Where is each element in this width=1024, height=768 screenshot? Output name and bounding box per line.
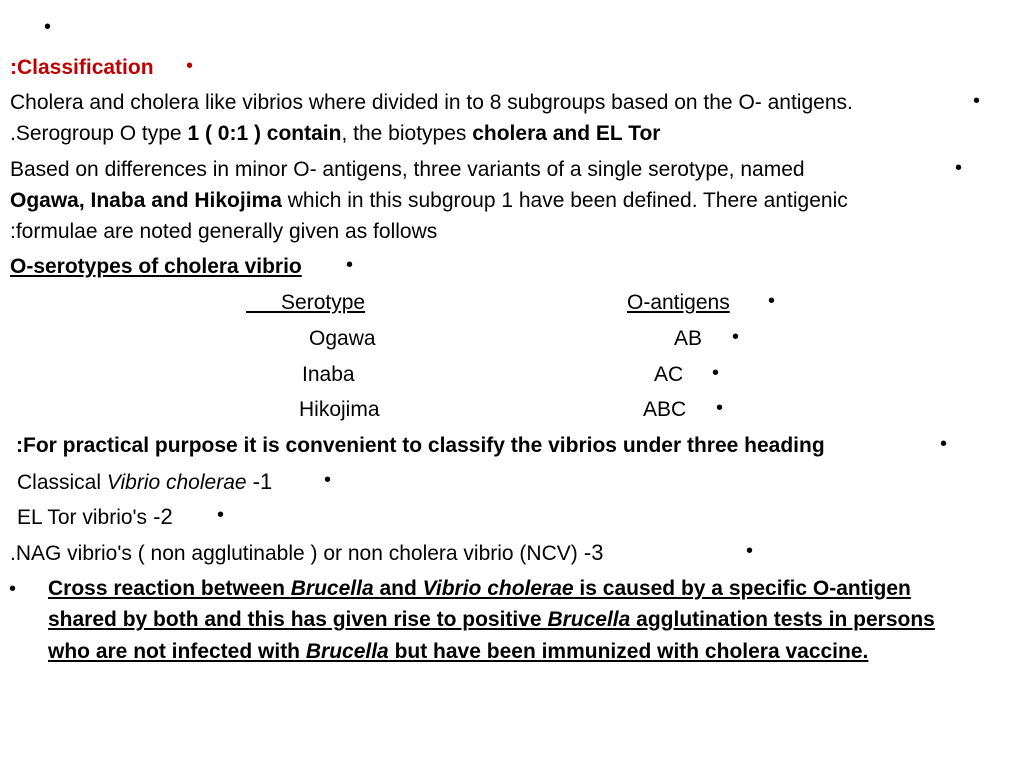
o-serotypes-heading: O-serotypes of cholera vibrio	[10, 255, 302, 278]
bullet-top: •	[44, 16, 52, 38]
bullet-row-ogawa: •	[732, 326, 740, 348]
paragraph-variants-line1: Based on differences in minor O- antigens, three variants of a single serotype, named	[10, 158, 805, 181]
table-header-serotype: Serotype	[281, 291, 366, 314]
bullet-heading2: •	[217, 504, 225, 526]
heading-nag: .NAG vibrio's ( non agglutinable ) or non cholera vibrio (NCV) -3	[10, 540, 604, 565]
cross-reaction-line1: Cross reaction between Brucella and Vibrio cholerae is caused by a specific O-antigen	[48, 577, 911, 600]
bullet-o-serotypes: •	[346, 254, 354, 276]
bullet-row-hikojima: •	[716, 397, 724, 419]
table-row-antigens: AB	[674, 327, 703, 350]
practical-purpose-text: :For practical purpose it is convenient to classify the vibrios under three heading	[16, 434, 825, 457]
paragraph-variants-line2: Ogawa, Inaba and Hikojima which in this subgroup 1 have been defined. There antigenic	[10, 189, 848, 212]
table-row-serotype: Hikojima	[299, 398, 380, 421]
table-header-antigens: O-antigens	[627, 291, 730, 314]
bullet-classification: •	[186, 55, 194, 77]
cross-reaction-line2: shared by both and this has given rise to positive Brucella agglutination tests in persons	[48, 608, 935, 631]
table-row-antigens: AC	[654, 363, 684, 386]
bullet-row-inaba: •	[712, 362, 720, 384]
heading-classical: Classical Vibrio cholerae -1	[17, 469, 273, 494]
bullet-para1: •	[973, 90, 981, 112]
table-row-serotype: Ogawa	[309, 327, 376, 350]
bullet-cross-reaction: •	[9, 578, 17, 600]
bullet-heading3: •	[746, 540, 754, 562]
paragraph-variants-line3: :formulae are noted generally given as follows	[10, 220, 438, 243]
table-row-serotype: Inaba	[302, 363, 355, 386]
heading-el-tor: EL Tor vibrio's -2	[17, 504, 173, 529]
bullet-heading1: •	[324, 469, 332, 491]
bullet-practical: •	[940, 433, 948, 455]
table-row-antigens: ABC	[643, 398, 687, 421]
paragraph-serogroup: .Serogroup O type 1 ( 0:1 ) contain, the biotypes cholera and EL Tor	[10, 122, 661, 145]
bullet-para2: •	[955, 157, 963, 179]
paragraph-subgroups: Cholera and cholera like vibrios where divided in to 8 subgroups based on the O- antigens.	[10, 91, 853, 114]
cross-reaction-line3: who are not infected with Brucella but have been immunized with cholera vaccine.	[48, 640, 869, 663]
bullet-table-header: •	[768, 290, 776, 312]
classification-heading: :Classification	[10, 56, 154, 79]
